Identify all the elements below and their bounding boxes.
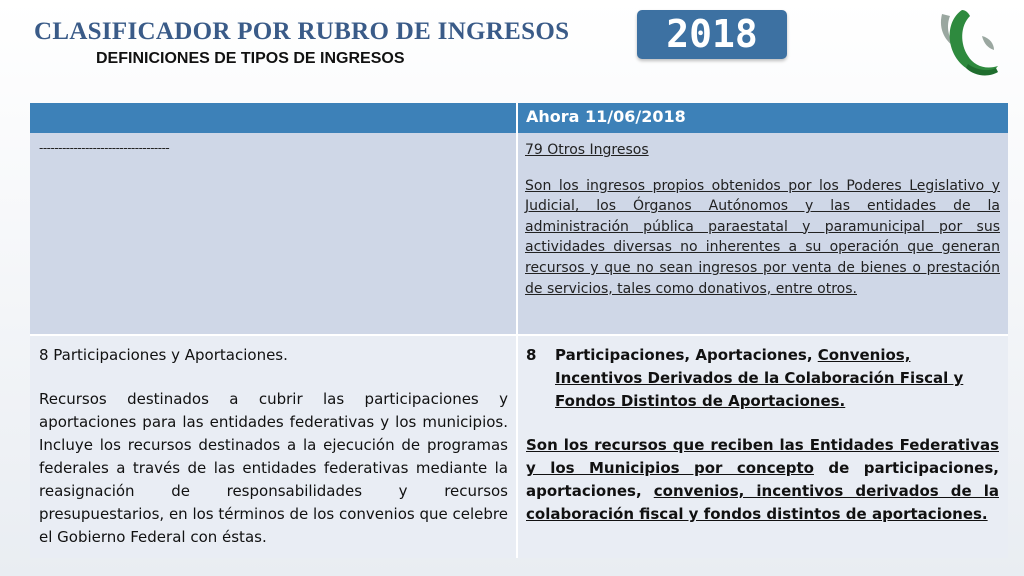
- leaf-logo-icon: [936, 8, 1002, 80]
- body-plain: de participaciones, aportaciones,: [526, 459, 999, 500]
- other-income-title: 79 Otros Ingresos: [525, 142, 649, 158]
- previous-definition-empty: ----------------------------------: [30, 133, 516, 336]
- participations-body-previous: Recursos destinados a cubrir las participaciones y aportaciones para las entidades federativas y los municipios. Incluye los recursos destinados a la ejecución de programas federales a través de las entidades federativas mediante la reasignación de responsabilidades y recursos presupuestarios, en los términos de los convenios que celebre el Gobierno Federal con éstas.: [39, 390, 508, 546]
- item-number: 8: [526, 346, 537, 364]
- participations-title-current: [526, 344, 999, 413]
- definitions-table: [30, 103, 1008, 558]
- page-subtitle: DEFINICIONES DE TIPOS DE INGRESOS: [96, 50, 405, 67]
- body-underlined-b: convenios, incentivos derivados de la colaboración fiscal y fondos distintos de aportaciones.: [526, 482, 999, 523]
- header-cell-previous: [30, 103, 516, 133]
- table-header-row: [30, 103, 1008, 133]
- table-row: [30, 336, 1008, 558]
- year-badge: 2018: [637, 10, 787, 59]
- body-underlined-a: Son los recursos que reciben las Entidades Federativas y los Municipios por concepto: [526, 436, 999, 477]
- item-title-plain: Participaciones, Aportaciones,: [555, 346, 818, 364]
- page-title: CLASIFICADOR POR RUBRO DE INGRESOS: [34, 18, 570, 45]
- item-title-underlined: Convenios, Incentivos Derivados de la Colaboración Fiscal y Fondos Distintos de Aportaciones.: [555, 346, 964, 410]
- current-definition-other-income: [516, 133, 1008, 336]
- header-cell-current: Ahora 11/06/2018: [516, 103, 1008, 133]
- table-row: [30, 133, 1008, 336]
- current-definition-participations: [516, 336, 1008, 558]
- participations-title-previous: 8 Participaciones y Aportaciones.: [39, 346, 288, 364]
- other-income-body: Son los ingresos propios obtenidos por los Poderes Legislativo y Judicial, los Órganos Autónomos y las entidades de la administración pública paraestatal y paramunicipal por sus actividades diversas no inherentes a su operación que generan recursos y que no sean ingresos por venta de bienes o prestación de servicios, tales como donativos, entre otros.: [525, 177, 1000, 297]
- item-title: [555, 344, 999, 413]
- previous-definition-participations: [30, 336, 516, 558]
- participations-body-current: [526, 434, 999, 526]
